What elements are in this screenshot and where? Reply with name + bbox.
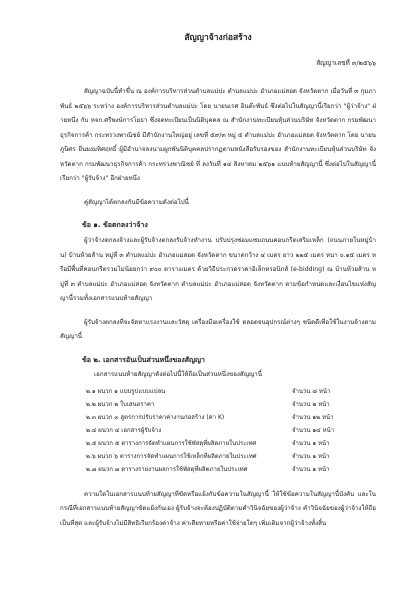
attachment-name: ๒.๗ ผนวก ๗ ตารางรายงานผลการใช้พัสดุที่ผลิตภายในประเทศ	[86, 465, 248, 473]
attachment-item	[86, 463, 376, 476]
attachment-name: ๒.๑ ผนวก ๑ แบบรูปแบบแปลน	[86, 387, 166, 395]
attachment-pages: จำนวน ๒ หน้า	[292, 400, 330, 408]
attachment-item	[86, 424, 376, 437]
attachment-item	[86, 411, 376, 424]
attachment-pages: จำนวน ๑๒ หน้า	[292, 413, 334, 421]
attachment-name: ๒.๒ ผนวก ๒ ใบเสนอราคา	[86, 400, 155, 408]
attachment-name: ๒.๔ ผนวก ๔ เอกสารผู้รับจ้าง	[86, 426, 162, 434]
attachment-item	[86, 385, 376, 398]
attachment-list	[60, 385, 376, 476]
contract-number: สัญญาเลขที่ ๓/๒๕๖๖	[316, 59, 376, 67]
attachment-name: ๒.๕ ผนวก ๕ ตารางการจัดทำแผนการใช้พัสดุที่ผลิตภายในประเทศ	[86, 439, 257, 447]
document-title: สัญญาจ้างก่อสร้าง	[184, 33, 252, 43]
attachment-pages: จำนวน ๑๔ หน้า	[292, 426, 335, 434]
attachment-item	[86, 437, 376, 450]
clause-2-intro: เอกสารแนบท้ายสัญญาดังต่อไปนี้ให้ถือเป็นส่วนหนึ่งของสัญญานี้	[94, 370, 262, 378]
attachment-pages: จำนวน ๘ หน้า	[292, 387, 331, 395]
clause-1-paragraph-1: ผู้ว่าจ้างตกลงจ้างและผู้รับจ้างตกลงรับจ้างทำงาน ปรับปรุงซ่อมแซมถนนคอนกรีตเสริมเหล็ก (ถนนภายในหมู่บ้าน) บ้านห้วยส้าน หมู่ที่ ๓ ตำบลแม่ปะ อำเภอแม่สอด จังหวัดตาก ขนาดกว้าง ๔ เมตร ยาว ๒๒๕ เมตร หนา ๐.๑๕ เมตร หรือมีพื้นที่คอนกรีตรวมไม่น้อยกว่า ๙๐๐ ตารางเมตร ด้วยวิธีประกวดราคาอิเล็กทรอนิกส์ (e-bidding) ณ บ้านห้วยส้าน หมู่ที่ ๓ ตำบลแม่ปะ อำเภอแม่สอด จังหวัดตาก ตำบลแม่ปะ อำเภอแม่สอด จังหวัดตาก ตามข้อกำหนดและเงื่อนไขแห่งสัญญานี้รวมทั้งเอกสารแนบท้ายสัญญา	[60, 237, 376, 302]
attachment-item	[86, 398, 376, 411]
attachment-name: ๒.๓ ผนวก ๓ สูตรการปรับราคาค่างานก่อสร้าง (ค่า K)	[86, 413, 225, 421]
parties-paragraph: สัญญาฉบับนี้ทำขึ้น ณ องค์การบริหารส่วนตำบลแม่ปะ ตำบลแม่ปะ อำเภอแม่สอด จังหวัดตาก เมื่อวันที่ ๓ กุมภาพันธ์ ๒๕๖๖ ระหว่าง องค์การบริหารส่วนตำบลแม่ปะ โดย นายนเรศ อินต๊ะพันธ์ ซึ่งต่อไปในสัญญานี้เรียกว่า "ผู้ว่าจ้าง" ฝ่ายหนึ่ง กับ หจก.ศรีพงษ์การโยธา ซึ่งจดทะเบียนเป็นนิติบุคคล ณ สำนักงานทะเบียนหุ้นส่วนบริษัท จังหวัดตาก กรมพัฒนาธุรกิจการค้า กระทรวงพาณิชย์ มีสำนักงานใหญ่อยู่ เลขที่ ๕๙/๓ หมู่ ๕ ตำบลแม่ปะ อำเภอแม่สอด จังหวัดตาก โดย นายนภูนิศร ยืนยงมหิศฤทธิ์ ผู้มีอำนาจลงนามผูกพันนิติบุคคลปรากฏตามหนังสือรับรองของ สำนักงานทะเบียนหุ้นส่วนบริษัท จังหวัดตาก กรมพัฒนาธุรกิจการค้า กระทรวงพาณิชย์ ที่ ลงวันที่ ๑๔ สิงหาคม ๒๕๖๑ แนบท้ายสัญญานี้ ซึ่งต่อไปในสัญญานี้เรียกว่า "ผู้รับจ้าง" อีกฝ่ายหนึ่ง	[60, 88, 376, 182]
clause-1-heading: ข้อ ๑. ข้อตกลงว่าจ้าง	[82, 221, 148, 229]
clause-2-closing: ความใดในเอกสารแนบท้ายสัญญาที่ขัดหรือแย้งกับข้อความในสัญญานี้ ให้ใช้ข้อความในสัญญานี้บังคับ และในกรณีที่เอกสารแนบท้ายสัญญาขัดแย้งกันเอง ผู้รับจ้างจะต้องปฏิบัติตามคำวินิจฉัยของผู้ว่าจ้าง คำวินิจฉัยของผู้ว่าจ้างให้ถือเป็นที่สุด และผู้รับจ้างไม่มีสิทธิเรียกร้องค่าจ้าง ค่าเสียหายหรือค่าใช้จ่ายใดๆ เพิ่มเติมจากผู้ว่าจ้างทั้งสิ้น	[60, 490, 376, 527]
attachment-pages: จำนวน ๑ หน้า	[292, 439, 330, 447]
agreement-line: คู่สัญญาได้ตกลงกันมีข้อความดังต่อไปนี้	[84, 198, 189, 206]
attachment-pages: จำนวน ๑ หน้า	[292, 452, 330, 460]
attachment-pages: จำนวน ๑ หน้า	[292, 465, 330, 473]
clause-2-heading: ข้อ ๒. เอกสารอันเป็นส่วนหนึ่งของสัญญา	[82, 355, 205, 364]
attachment-name: ๒.๖ ผนวก ๖ ตารางการจัดทำแผนการใช้เหล็กที่ผลิตภายในประเทศ	[86, 452, 257, 460]
attachment-item	[86, 450, 376, 463]
clause-1-paragraph-2: ผู้รับจ้างตกลงที่จะจัดหาแรงงานและวัสดุ เครื่องมือเครื่องใช้ ตลอดจนอุปกรณ์ต่างๆ ชนิดดีเพื่อใช้ในงานจ้างตามสัญญานี้	[60, 318, 376, 340]
